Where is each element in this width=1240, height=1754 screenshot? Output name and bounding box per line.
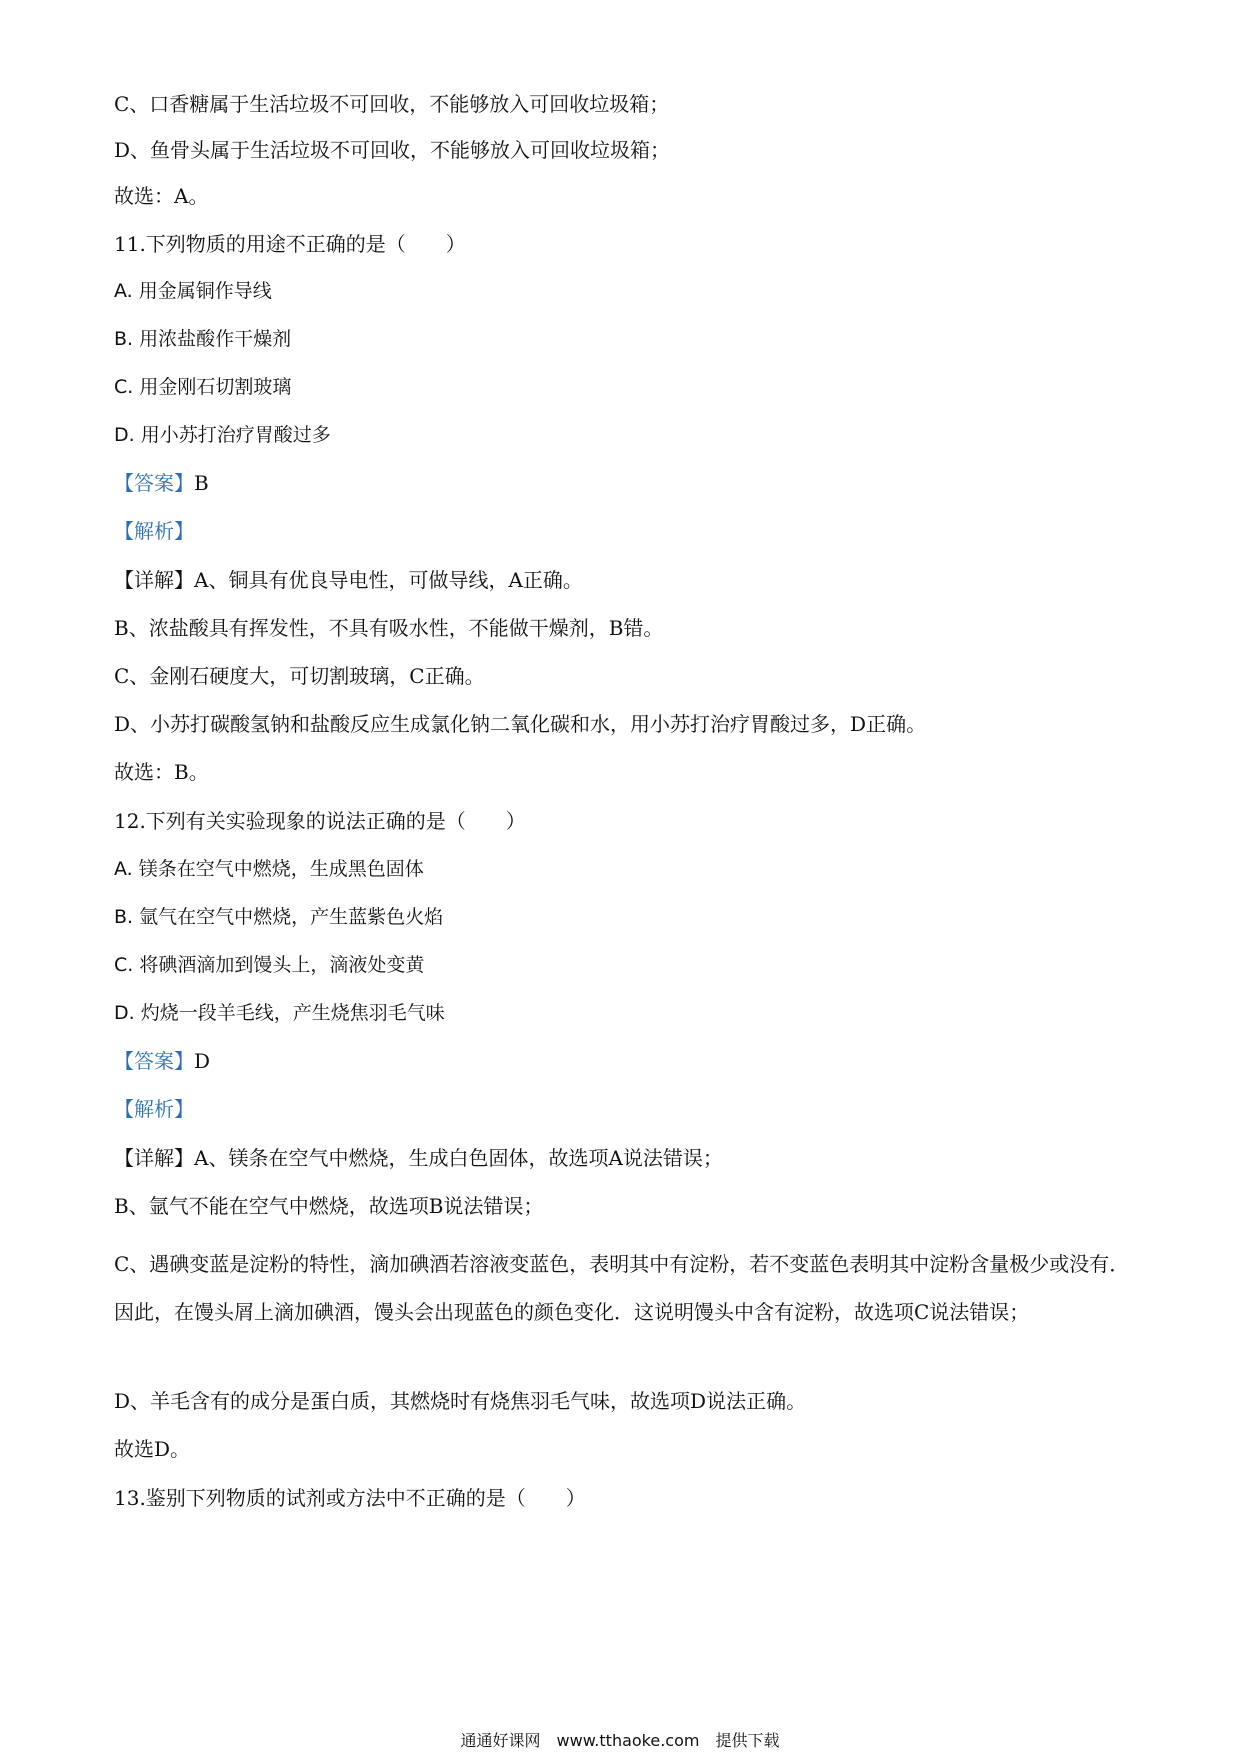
q11-detail-b: B、浓盐酸具有挥发性，不具有吸水性，不能做干燥剂，B错。: [114, 616, 664, 640]
q11-detail-c: C、金刚石硬度大，可切割玻璃，C正确。: [114, 664, 485, 688]
detail-text: A、镁条在空气中燃烧，生成白色固体，故选项A说法错误；: [194, 1146, 723, 1170]
q12-detail-b: B、氩气不能在空气中燃烧，故选项B说法错误；: [114, 1194, 544, 1218]
q12-conclusion: 故选D。: [114, 1437, 191, 1461]
q12-option-d: D. 灼烧一段羊毛线，产生烧焦羽毛气味: [114, 1002, 445, 1024]
q11-option-c: C. 用金刚石切割玻璃: [114, 376, 292, 398]
q11-conclusion: 故选：B。: [114, 760, 209, 784]
q12-option-b: B. 氩气在空气中燃烧，产生蓝紫色火焰: [114, 906, 444, 928]
answer-tag: 【答案】: [114, 1049, 194, 1073]
q12-detail-c: C、遇碘变蓝是淀粉的特性，滴加碘酒若溶液变蓝色，表明其中有淀粉，若不变蓝色表明其中淀粉含量极少或没有．因此，在馒头屑上滴加碘酒，馒头会出现蓝色的颜色变化．这说明馒头中含有淀粉，故选项C说法错误；: [114, 1252, 1130, 1324]
q12-analysis-tag: 【解析】: [114, 1097, 194, 1121]
q11-detail-a: [114, 566, 583, 594]
q11-option-b: B. 用浓盐酸作干燥剂: [114, 328, 292, 350]
q11-detail-d: D、小苏打碳酸氢钠和盐酸反应生成氯化钠二氧化碳和水，用小苏打治疗胃酸过多，D正确。: [114, 712, 927, 736]
text-line: D、鱼骨头属于生活垃圾不可回收，不能够放入可回收垃圾箱；: [114, 138, 671, 162]
detail-tag: 【详解】: [114, 568, 194, 592]
q12-option-a: A. 镁条在空气中燃烧，生成黑色固体: [114, 858, 424, 880]
q12-detail-a: [114, 1144, 723, 1172]
page-footer: 通通好课网 www.tthaoke.com 提供下载: [460, 1731, 780, 1750]
answer-value: B: [194, 471, 209, 495]
text-line: C、口香糖属于生活垃圾不可回收，不能够放入可回收垃圾箱；: [114, 92, 670, 116]
detail-text: A、铜具有优良导电性，可做导线，A正确。: [194, 568, 583, 592]
question-stem-12: 12.下列有关实验现象的说法正确的是（ ）: [114, 809, 526, 833]
q11-answer: [114, 469, 209, 497]
detail-tag: 【详解】: [114, 1146, 194, 1170]
question-stem-11: 11.下列物质的用途不正确的是（ ）: [114, 232, 466, 256]
q12-answer: [114, 1047, 210, 1075]
answer-tag: 【答案】: [114, 471, 194, 495]
q12-option-c: C. 将碘酒滴加到馒头上，滴液处变黄: [114, 954, 425, 976]
answer-value: D: [194, 1049, 211, 1073]
question-stem-13: 13.鉴别下列物质的试剂或方法中不正确的是（ ）: [114, 1486, 586, 1510]
q11-option-a: A. 用金属铜作导线: [114, 280, 272, 302]
q12-detail-d: D、羊毛含有的成分是蛋白质，其燃烧时有烧焦羽毛气味，故选项D说法正确。: [114, 1389, 807, 1413]
q11-option-d: D. 用小苏打治疗胃酸过多: [114, 424, 331, 446]
q11-analysis-tag: 【解析】: [114, 519, 194, 543]
text-line: 故选：A。: [114, 184, 209, 208]
